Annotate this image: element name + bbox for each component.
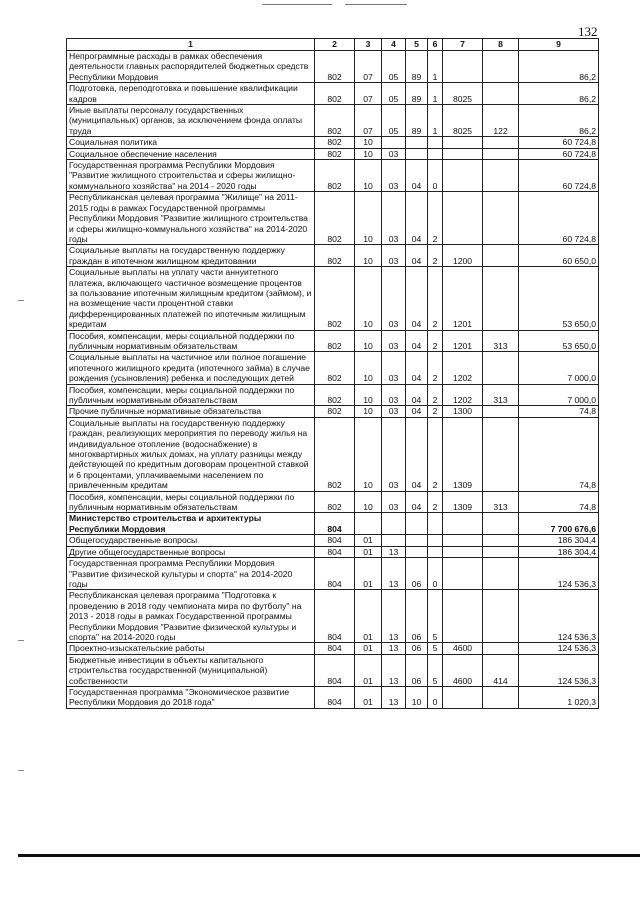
row-expense-type: 414 (483, 654, 519, 686)
row-amount: 60 724,8 (519, 160, 599, 192)
row-section: 01 (355, 558, 382, 590)
margin-mark (18, 770, 24, 771)
column-header: 6 (428, 39, 443, 51)
row-target-article: 4600 (443, 643, 483, 654)
column-header: 9 (519, 39, 599, 51)
row-target-article (443, 51, 483, 83)
table-row (67, 686, 599, 708)
row-name: Республиканская целевая программа "Жилище" на 2011-2015 годы в рамках Государственной программы Республики Мордовия "Развитие жилищного строительства и сферы жилищно-коммунального хозяйства" на 2014-2020 годы (67, 192, 315, 245)
row-subsection (382, 137, 406, 148)
row-name: Социальные выплаты на уплату части аннуитетного платежа, включающего частичное возмещение процентов за пользование ипотечным жилищным кредитом (займом), и на возмещение части процентной ставки дифференцированных платежей по ипотечным жилищным кредитам (67, 267, 315, 330)
row-subsection: 13 (382, 546, 406, 557)
row-section: 01 (355, 535, 382, 546)
column-header: 7 (443, 39, 483, 51)
row-subsection: 13 (382, 643, 406, 654)
row-expense-type (483, 406, 519, 417)
table-row (67, 417, 599, 491)
row-section (355, 513, 382, 535)
row-expense-type (483, 148, 519, 159)
row-name: Социальное обеспечение населения (67, 148, 315, 159)
table-row (67, 546, 599, 557)
row-section: 01 (355, 643, 382, 654)
row-target-article: 1201 (443, 330, 483, 352)
scan-mark (262, 4, 332, 5)
row-expense-type (483, 137, 519, 148)
row-target-article: 8025 (443, 105, 483, 137)
row-program: 04 (406, 406, 428, 417)
row-expense-type: 313 (483, 384, 519, 406)
row-expense-type (483, 192, 519, 245)
row-target-article: 1309 (443, 491, 483, 513)
table-body (67, 51, 599, 709)
row-subsection: 13 (382, 686, 406, 708)
row-program (406, 148, 428, 159)
table-row (67, 192, 599, 245)
row-subsection: 03 (382, 148, 406, 159)
table-row (67, 245, 599, 267)
row-target-article: 1201 (443, 267, 483, 330)
row-admin-code: 804 (315, 535, 355, 546)
row-amount: 60 650,0 (519, 245, 599, 267)
row-name: Пособия, компенсации, меры социальной поддержки по публичным нормативным обязательствам (67, 330, 315, 352)
row-expense-type: 313 (483, 491, 519, 513)
row-subprogram (428, 513, 443, 535)
row-subprogram: 2 (428, 406, 443, 417)
row-target-article: 1300 (443, 406, 483, 417)
row-program: 06 (406, 654, 428, 686)
row-program: 89 (406, 105, 428, 137)
column-header: 8 (483, 39, 519, 51)
row-admin-code: 804 (315, 590, 355, 643)
row-expense-type (483, 51, 519, 83)
table-row (67, 535, 599, 546)
row-admin-code: 802 (315, 148, 355, 159)
row-subprogram: 1 (428, 51, 443, 83)
table-row (67, 105, 599, 137)
row-subsection: 03 (382, 406, 406, 417)
row-program: 06 (406, 558, 428, 590)
row-name: Непрограммные расходы в рамках обеспечения деятельности главных распорядителей бюджетных средств Республики Мордовия (67, 51, 315, 83)
row-subprogram: 0 (428, 558, 443, 590)
table-row (67, 654, 599, 686)
row-section: 07 (355, 51, 382, 83)
row-expense-type (483, 83, 519, 105)
row-target-article (443, 513, 483, 535)
row-program: 04 (406, 352, 428, 384)
row-subprogram: 5 (428, 590, 443, 643)
column-header: 2 (315, 39, 355, 51)
row-subsection: 05 (382, 51, 406, 83)
row-subsection: 05 (382, 105, 406, 137)
row-expense-type: 122 (483, 105, 519, 137)
row-subsection: 03 (382, 192, 406, 245)
row-subprogram: 0 (428, 686, 443, 708)
row-amount: 86,2 (519, 105, 599, 137)
row-admin-code: 802 (315, 352, 355, 384)
row-subprogram (428, 148, 443, 159)
row-amount: 60 724,8 (519, 192, 599, 245)
row-admin-code: 802 (315, 406, 355, 417)
table-row (67, 643, 599, 654)
row-program: 04 (406, 417, 428, 491)
row-program: 04 (406, 160, 428, 192)
row-subsection: 13 (382, 654, 406, 686)
row-program: 89 (406, 83, 428, 105)
row-expense-type (483, 643, 519, 654)
row-section: 01 (355, 686, 382, 708)
row-amount: 74,8 (519, 417, 599, 491)
column-header: 5 (406, 39, 428, 51)
table-row (67, 513, 599, 535)
row-program: 04 (406, 384, 428, 406)
row-expense-type (483, 245, 519, 267)
column-header: 1 (67, 39, 315, 51)
row-subprogram (428, 137, 443, 148)
row-expense-type (483, 686, 519, 708)
row-section: 10 (355, 148, 382, 159)
row-program (406, 137, 428, 148)
row-name: Пособия, компенсации, меры социальной поддержки по публичным нормативным обязательствам (67, 384, 315, 406)
row-target-article (443, 686, 483, 708)
row-subprogram (428, 535, 443, 546)
row-name: Государственная программа "Экономическое развитие Республики Мордовия до 2018 года" (67, 686, 315, 708)
table-row (67, 148, 599, 159)
row-name: Проектно-изыскательские работы (67, 643, 315, 654)
row-subsection (382, 513, 406, 535)
row-subsection: 03 (382, 491, 406, 513)
page-number: 132 (578, 24, 598, 39)
row-expense-type: 313 (483, 330, 519, 352)
row-admin-code: 802 (315, 417, 355, 491)
row-program (406, 535, 428, 546)
row-name: Государственная программа Республики Мордовия "Развитие физической культуры и спорта" на 2014-2020 годы (67, 558, 315, 590)
row-amount: 1 020,3 (519, 686, 599, 708)
row-amount: 53 650,0 (519, 267, 599, 330)
row-program: 04 (406, 491, 428, 513)
row-subsection: 03 (382, 352, 406, 384)
budget-table (66, 38, 599, 709)
row-target-article (443, 546, 483, 557)
row-amount: 124 536,3 (519, 558, 599, 590)
table-row (67, 406, 599, 417)
header-row (67, 39, 599, 51)
row-subsection: 13 (382, 558, 406, 590)
row-subsection: 13 (382, 590, 406, 643)
table-row (67, 137, 599, 148)
row-section: 10 (355, 160, 382, 192)
row-program (406, 546, 428, 557)
row-admin-code: 802 (315, 160, 355, 192)
row-name: Социальная политика (67, 137, 315, 148)
table-row (67, 590, 599, 643)
row-amount: 60 724,8 (519, 137, 599, 148)
row-amount: 74,8 (519, 491, 599, 513)
row-expense-type (483, 535, 519, 546)
row-name: Министерство строительства и архитектуры Республики Мордовия (67, 513, 315, 535)
row-subsection: 05 (382, 83, 406, 105)
table-row (67, 491, 599, 513)
row-section: 01 (355, 654, 382, 686)
row-section: 10 (355, 137, 382, 148)
row-subsection: 03 (382, 384, 406, 406)
row-subsection: 03 (382, 267, 406, 330)
row-name: Социальные выплаты на частичное или полное погашение ипотечного жилищного кредита (ипотечного займа) в случае рождения (усыновления) ребенка и последующих детей (67, 352, 315, 384)
row-expense-type (483, 558, 519, 590)
column-header: 3 (355, 39, 382, 51)
table-row (67, 267, 599, 330)
row-program: 89 (406, 51, 428, 83)
row-admin-code: 804 (315, 654, 355, 686)
row-admin-code: 802 (315, 330, 355, 352)
row-amount: 7 000,0 (519, 352, 599, 384)
row-target-article (443, 192, 483, 245)
row-subsection: 03 (382, 417, 406, 491)
row-target-article: 1202 (443, 352, 483, 384)
scan-mark (345, 4, 407, 5)
table-row (67, 330, 599, 352)
table-row (67, 558, 599, 590)
table-row (67, 83, 599, 105)
row-program: 06 (406, 590, 428, 643)
row-admin-code: 804 (315, 643, 355, 654)
row-amount: 186 304,4 (519, 535, 599, 546)
row-program: 04 (406, 267, 428, 330)
row-expense-type (483, 590, 519, 643)
row-admin-code: 802 (315, 83, 355, 105)
row-admin-code: 802 (315, 137, 355, 148)
row-subprogram: 5 (428, 643, 443, 654)
row-subprogram: 2 (428, 330, 443, 352)
row-target-article (443, 535, 483, 546)
row-subprogram: 2 (428, 192, 443, 245)
row-amount: 186 304,4 (519, 546, 599, 557)
row-name: Социальные выплаты на государственную поддержку граждан в ипотечном жилищном кредитовании (67, 245, 315, 267)
row-name: Бюджетные инвестиции в объекты капитального строительства государственной (муниципальной) собственности (67, 654, 315, 686)
row-subsection (382, 535, 406, 546)
row-name: Другие общегосударственные вопросы (67, 546, 315, 557)
row-expense-type (483, 546, 519, 557)
row-name: Социальные выплаты на государственную поддержку граждан, реализующих мероприятия по переводу жилья на индивидуальное отопление (водоснабжение) в многоквартирных жилых домах, на уплату разницы между действующей по кредитным договорам процентной ставкой и 6 процентами, уплачиваемыми населением по привлеченным кредитам (67, 417, 315, 491)
table-row (67, 384, 599, 406)
row-amount: 86,2 (519, 51, 599, 83)
table-row (67, 352, 599, 384)
row-target-article: 8025 (443, 83, 483, 105)
row-subprogram: 5 (428, 654, 443, 686)
row-section: 10 (355, 384, 382, 406)
row-amount: 7 000,0 (519, 384, 599, 406)
row-subprogram: 2 (428, 267, 443, 330)
row-amount: 60 724,8 (519, 148, 599, 159)
row-name: Государственная программа Республики Мордовия "Развитие жилищного строительства и сферы жилищно-коммунального хозяйства" на 2014 - 2020 годы (67, 160, 315, 192)
row-subsection: 03 (382, 330, 406, 352)
row-amount: 74,8 (519, 406, 599, 417)
row-name: Подготовка, переподготовка и повышение квалификации кадров (67, 83, 315, 105)
row-name: Прочие публичные нормативные обязательства (67, 406, 315, 417)
row-subprogram (428, 546, 443, 557)
row-subprogram: 2 (428, 245, 443, 267)
bottom-rule (18, 854, 640, 857)
row-expense-type (483, 160, 519, 192)
row-program: 04 (406, 245, 428, 267)
row-admin-code: 802 (315, 192, 355, 245)
row-target-article: 1309 (443, 417, 483, 491)
row-section: 10 (355, 491, 382, 513)
row-amount: 124 536,3 (519, 590, 599, 643)
row-subprogram: 1 (428, 105, 443, 137)
row-section: 07 (355, 105, 382, 137)
row-subsection: 03 (382, 160, 406, 192)
row-target-article (443, 137, 483, 148)
row-section: 10 (355, 245, 382, 267)
row-admin-code: 802 (315, 491, 355, 513)
row-program (406, 513, 428, 535)
margin-mark (18, 640, 24, 641)
row-target-article: 1202 (443, 384, 483, 406)
row-amount: 124 536,3 (519, 643, 599, 654)
row-name: Иные выплаты персоналу государственных (муниципальных) органов, за исключением фонда оплаты труда (67, 105, 315, 137)
row-name: Пособия, компенсации, меры социальной поддержки по публичным нормативным обязательствам (67, 491, 315, 513)
row-program: 10 (406, 686, 428, 708)
row-target-article (443, 590, 483, 643)
row-target-article (443, 558, 483, 590)
row-admin-code: 804 (315, 686, 355, 708)
row-section: 10 (355, 330, 382, 352)
row-admin-code: 802 (315, 105, 355, 137)
row-subprogram: 2 (428, 384, 443, 406)
row-subprogram: 2 (428, 491, 443, 513)
row-subprogram: 1 (428, 83, 443, 105)
row-program: 04 (406, 330, 428, 352)
row-name: Республиканская целевая программа "Подготовка к проведению в 2018 году чемпионата мира по футболу" на 2013 - 2018 годы в рамках Государственной программы Республики Мордовия "Развитие физической культуры и спорта" на 2014-2020 годы (67, 590, 315, 643)
row-target-article: 1200 (443, 245, 483, 267)
row-section: 10 (355, 352, 382, 384)
margin-mark (18, 300, 24, 301)
row-amount: 53 650,0 (519, 330, 599, 352)
row-target-article (443, 160, 483, 192)
row-admin-code: 804 (315, 546, 355, 557)
row-section: 07 (355, 83, 382, 105)
row-subprogram: 2 (428, 352, 443, 384)
row-expense-type (483, 267, 519, 330)
row-subprogram: 2 (428, 417, 443, 491)
row-section: 01 (355, 590, 382, 643)
table-row (67, 160, 599, 192)
row-amount: 86,2 (519, 83, 599, 105)
row-admin-code: 802 (315, 51, 355, 83)
row-target-article: 4600 (443, 654, 483, 686)
row-admin-code: 802 (315, 384, 355, 406)
row-amount: 7 700 676,6 (519, 513, 599, 535)
row-admin-code: 802 (315, 267, 355, 330)
row-target-article (443, 148, 483, 159)
row-admin-code: 804 (315, 513, 355, 535)
row-section: 10 (355, 417, 382, 491)
row-expense-type (483, 352, 519, 384)
row-section: 10 (355, 267, 382, 330)
row-section: 10 (355, 192, 382, 245)
row-amount: 124 536,3 (519, 654, 599, 686)
row-expense-type (483, 417, 519, 491)
row-section: 01 (355, 546, 382, 557)
row-program: 06 (406, 643, 428, 654)
column-header: 4 (382, 39, 406, 51)
row-section: 10 (355, 406, 382, 417)
row-name: Общегосударственные вопросы (67, 535, 315, 546)
row-expense-type (483, 513, 519, 535)
row-admin-code: 804 (315, 558, 355, 590)
row-admin-code: 802 (315, 245, 355, 267)
table-row (67, 51, 599, 83)
row-subsection: 03 (382, 245, 406, 267)
row-subprogram: 0 (428, 160, 443, 192)
row-program: 04 (406, 192, 428, 245)
